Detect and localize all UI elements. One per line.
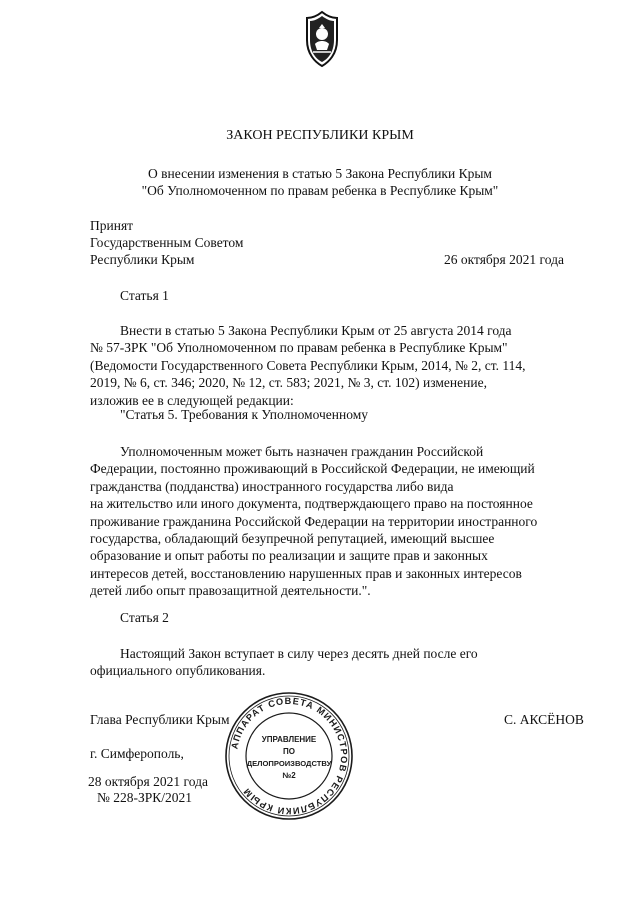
article2-line: Настоящий Закон вступает в силу через десять дней после его (120, 646, 478, 661)
stamp-line4: №2 (282, 771, 296, 780)
adopted-by-line2: Республики Крым (90, 252, 195, 267)
law-subtitle-line1: О внесении изменения в статью 5 Закона Республики Крым (148, 166, 492, 181)
article1-body (90, 322, 598, 409)
stamp-line2: ПО (283, 747, 295, 756)
quote-line: проживание гражданина Российской Федерации на территории иностранного (90, 513, 538, 529)
quote-heading: "Статья 5. Требования к Уполномоченному (120, 407, 369, 422)
stamp-ring-text: АППАРАТ СОВЕТА МИНИСТРОВ РЕСПУБЛИКИ КРЫМ (229, 695, 350, 817)
stamp-line3: ДЕЛОПРОИЗВОДСТВУ (246, 759, 332, 768)
adopted-by-line1: Государственным Советом (90, 235, 244, 250)
law-number: № 228-ЗРК/2021 (97, 790, 193, 805)
signatory-name: С. АКСЁНОВ (504, 712, 584, 727)
article1-line: 2019, № 6, ст. 346; 2020, № 12, ст. 583; 2021, № 3, ст. 102) изменение, (90, 375, 487, 391)
quote-line: Уполномоченным может быть назначен гражданин Российской (120, 444, 484, 459)
quote-line: интересов детей, восстановлению нарушенных прав и законных интересов (90, 565, 522, 581)
law-subtitle-line2: "Об Уполномоченном по правам ребенка в Республике Крым" (141, 183, 499, 198)
article1-line: Внести в статью 5 Закона Республики Крым от 25 августа 2014 года (120, 323, 512, 338)
law-title: ЗАКОН РЕСПУБЛИКИ КРЫМ (226, 128, 414, 143)
article1-line: (Ведомости Государственного Совета Республики Крым, 2014, № 2, ст. 114, (90, 357, 526, 373)
signing-date: 28 октября 2021 года (88, 774, 208, 789)
adoption-date: 26 октября 2021 года (444, 252, 564, 267)
signatory-position: Глава Республики Крым (90, 712, 230, 727)
quote-line: на жительство или иного документа, подтверждающего право на постоянное (90, 496, 533, 512)
quote-line: детей либо опыт правозащитной деятельности.". (90, 583, 371, 599)
article2-line: официального опубликования. (90, 663, 266, 679)
stamp-line1: УПРАВЛЕНИЕ (261, 735, 317, 744)
article1-line: № 57-ЗРК "Об Уполномоченном по правам ребенка в Республике Крым" (90, 340, 508, 356)
quote-line: образование и опыт работы по реализации и защите прав и законных (90, 548, 488, 564)
quote-line: Федерации, постоянно проживающий в Российской Федерации, не имеющий (90, 461, 535, 477)
quote-line: гражданства (подданства) иностранного государства либо вида (90, 478, 454, 494)
signing-city: г. Симферополь, (90, 746, 184, 761)
crimea-coat-of-arms-icon (303, 10, 341, 68)
article2-body (90, 645, 598, 680)
quote-line: государства, обладающий безупречной репутацией, имеющий высшее (90, 531, 495, 547)
quote-body (90, 443, 598, 600)
article1-heading: Статья 1 (120, 288, 169, 303)
article2-heading: Статья 2 (120, 610, 169, 625)
official-stamp-icon (223, 690, 355, 822)
adopted-label: Принят (90, 218, 134, 233)
article1-line: изложив ее в следующей редакции: (90, 392, 294, 408)
